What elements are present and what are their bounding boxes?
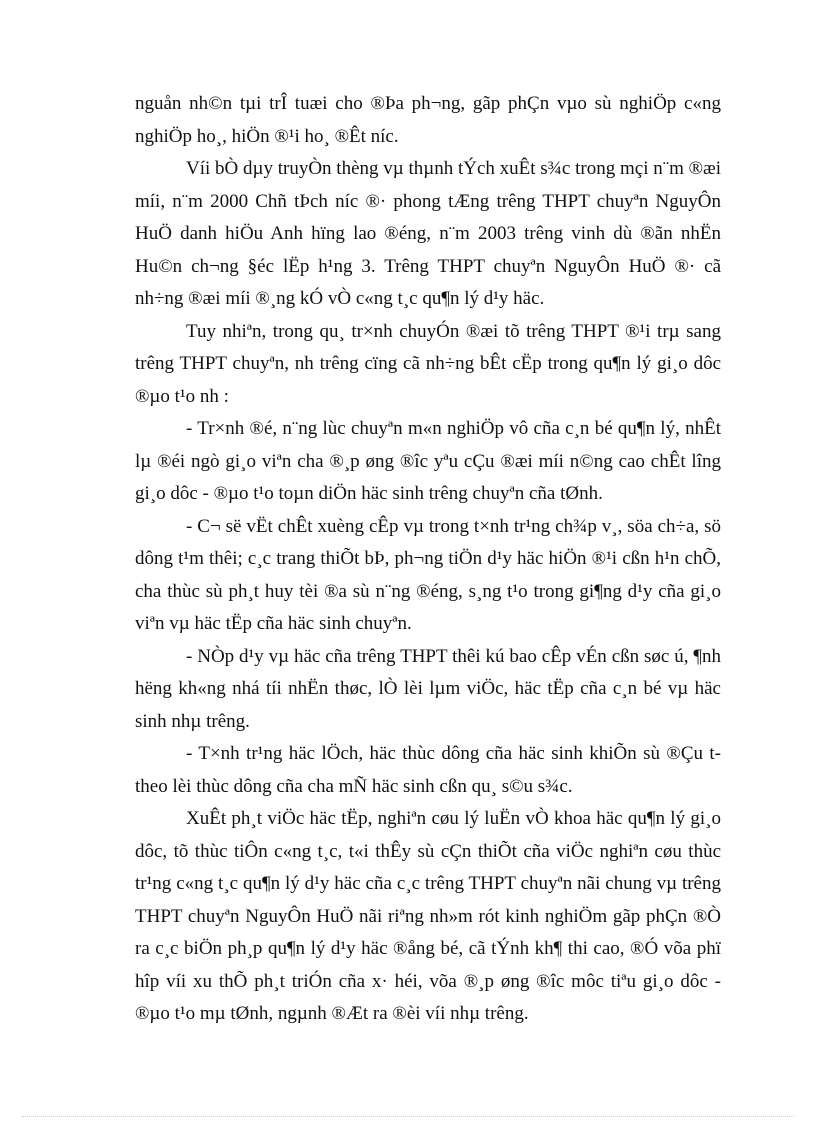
paragraph: XuÊt ph¸t viÖc häc tËp, nghiªn cøu lý luËn vÒ khoa häc qu¶n lý gi¸o dôc, tõ thùc tiÔn c«ng t¸c, t«i thÊy sù cÇn thiÕt cña viÖc nghiªn cøu thùc tr¹ng c«ng t¸c qu¶n lý d¹y häc cña c¸c trêng THPT chuyªn nãi chung vµ trêng THPT chuyªn NguyÔn HuÖ nãi riªng nh»m rót kinh nghiÖm gãp phÇn ®Ò ra c¸c biÖn ph¸p qu¶n lý d¹y häc ®ång bé, cã tÝnh kh¶ thi cao, ®Ó võa phï hîp víi xu thÕ ph¸t triÓn cña x· héi, võa ®¸p øng ®îc môc tiªu gi¸o dôc - ®µo t¹o mµ tØnh, ngµnh ®Æt ra ®èi víi nhµ trêng. xyxy=(135,808,721,1024)
list-item: - C¬ së vËt chÊt xuèng cÊp vµ trong t×nh tr¹ng ch¾p v¸, söa ch÷a, sö dông t¹m thêi; c¸c trang thiÕt bÞ, ph¬ng tiÖn d¹y häc hiÖn ®¹i cßn h¹n chÕ, cha thùc sù ph¸t huy tèi ®a sù n¨ng ®éng, s¸ng t¹o trong gi¶ng d¹y cña gi¸o viªn vµ häc tËp cña häc sinh chuyªn. xyxy=(135,515,721,634)
paragraph: Víi bÒ dµy truyÒn thèng vµ thµnh tÝch xuÊt s¾c trong mçi n¨m ®æi míi, n¨m 2000 Chñ tÞch níc ®· phong tÆng trêng THPT chuyªn NguyÔn HuÖ danh hiÖu Anh hïng lao ®éng, n¨m 2003 trêng vinh dù ®ãn nhËn Hu©n ch¬ng §éc lËp h¹ng 3. Trêng THPT chuyªn NguyÔn HuÖ ®· cã nh÷ng ®æi míi ®¸ng kÓ vÒ c«ng t¸c qu¶n lý d¹y häc. xyxy=(135,158,721,309)
body-text xyxy=(135,88,721,1031)
list-item: - T×nh tr¹ng häc lÖch, häc thùc dông cña häc sinh khiÕn sù ®Çu t theo lèi thùc dông cña cha mÑ häc sinh cßn qu¸ s©u s¾c. xyxy=(135,743,721,797)
page-bottom-divider xyxy=(22,1116,794,1117)
list-item: - Tr×nh ®é, n¨ng lùc chuyªn m«n nghiÖp vô cña c¸n bé qu¶n lý, nhÊt lµ ®éi ngò gi¸o viªn cha ®¸p øng ®îc yªu cÇu ®æi míi n©ng cao chÊt lîng gi¸o dôc - ®µo t¹o toµn diÖn häc sinh trêng chuyªn cña tØnh. xyxy=(135,418,721,504)
paragraph: Tuy nhiªn, trong qu¸ tr×nh chuyÓn ®æi tõ trêng THPT ®¹i trµ sang trêng THPT chuyªn, nh trêng cïng cã nh÷ng bÊt cËp trong qu¶n lý gi¸o dôc ®µo t¹o nh : xyxy=(135,320,721,407)
list-item: - NÒp d¹y vµ häc cña trêng THPT thêi kú bao cÊp vÉn cßn søc ú, ¶nh hëng kh«ng nhá tíi nhËn thøc, lÒ lèi lµm viÖc, häc tËp cña c¸n bé vµ häc sinh nhµ trêng. xyxy=(135,645,721,732)
paragraph: nguån nh©n tµi trÎ tuæi cho ®Þa ph¬ng, gãp phÇn vµo sù nghiÖp c«ng nghiÖp ho¸, hiÖn ®¹i ho¸ ®Êt níc. xyxy=(135,93,721,147)
